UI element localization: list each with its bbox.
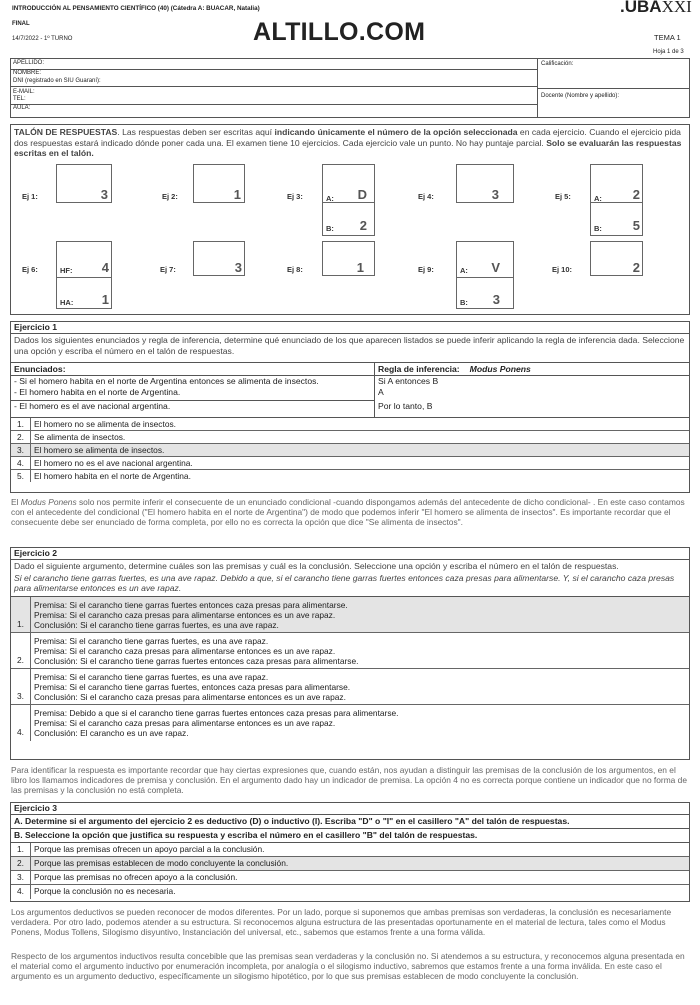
ej3-answer-box[interactable]: A: D B: 2 xyxy=(322,164,375,236)
ej1-option-2[interactable]: 2. Se alimenta de insectos. xyxy=(11,431,689,444)
ej8-label: Ej 8: xyxy=(287,265,303,274)
ej5-label: Ej 5: xyxy=(555,192,571,201)
ej2-option-2[interactable]: 2. Premisa: Si el carancho tiene garras fuertes, es una ave rapaz. Premisa: Si el carancho caza presas para alimentarse entonces es un ave rapaz. Conclusión: Si el carancho tiene garras fuertes entonces caza presas para alimentarse. xyxy=(11,633,689,669)
regla-name: Modus Ponens xyxy=(469,364,531,374)
ej7-label: Ej 7: xyxy=(160,265,176,274)
ej3-option-4[interactable]: 4. Porque la conclusión no es necesaria. xyxy=(11,885,689,899)
exam-date: 14/7/2022 - 1º TURNO xyxy=(12,36,73,42)
exercise-3 xyxy=(10,802,690,902)
watermark-text: ALTILLO.COM xyxy=(253,18,426,46)
enunciados-header: Enunciados: xyxy=(11,363,374,376)
ej4-label: Ej 4: xyxy=(418,192,434,201)
ej1-option-3[interactable]: 3. El homero se alimenta de insectos. xyxy=(11,444,689,457)
tema-label: TEMA 1 xyxy=(654,33,681,42)
ej2-explanation: Para identificar la respuesta es importante recordar que hay ciertas expresiones que, cuando están, nos ayudan a distinguir las premisas de la conclusión de los argumentos, en el libro los llamamos indicadores de premisa y conclusión. En el argumento dado hay un indicador de premisa. La opción 4 no es correcta porque contiene un indicador que no forma de las premisas y la conclusión no está completa. xyxy=(11,765,687,795)
dni-field[interactable]: DNI (registrado en SIU Guaraní): xyxy=(11,78,537,87)
ej2-option-3[interactable]: 3. Premisa: Si el carancho tiene garras fuertes, es una ave rapaz. Premisa: Si el carancho tiene garras fuertes, entonces caza presas para alimentarse. Conclusión: Si el carancho caza presas para alimentarse entonces es un ave rapaz. xyxy=(11,669,689,705)
student-info-box xyxy=(10,58,690,118)
regla-header: Regla de inferencia: xyxy=(378,364,460,374)
enunciado-2: - El homero habita en el norte de Argentina. xyxy=(11,387,374,401)
ej2-label: Ej 2: xyxy=(162,192,178,201)
ej2-option-4[interactable]: 4. Premisa: Debido a que si el carancho tiene garras fuertes entonces caza presas para alimentarse. Premisa: Si el carancho caza presas para alimentarse entonces es un ave rapaz. Conclusión: El carancho es un ave rapaz. xyxy=(11,705,689,741)
exercise-2 xyxy=(10,547,690,760)
ej2-argument: Si el carancho tiene garras fuertes, es una ave rapaz. Debido a que, si el carancho tiene garras fuertes entonces caza presas para alimentarse. Y, si el carancho caza presas para alimentarse entonces es un ave rapaz. xyxy=(11,573,689,597)
ej3-explanation-2: Respecto de los argumentos inductivos resulta concebible que las premisas sean verdaderas y la conclusión no. Si atendemos a su estructura, y reconocemos alguna presentada en el material como el argumento inductivo por enumeración incompleta, por analogía o el silogismo inductivo, sabremos que estamos frente a una forma inválida. En este caso el argumento es un argumento deductivo, específicamente un silogismo hipotético, por lo que sus premisas establecen de modo concluyente la conclusión. xyxy=(11,951,685,981)
ej8-answer-box[interactable]: 1 xyxy=(322,241,375,276)
ej2-title: Ejercicio 2 xyxy=(11,548,689,560)
calificacion-field[interactable]: Calificación: xyxy=(541,61,574,67)
ej2-answer-box[interactable]: 1 xyxy=(193,164,245,203)
ej4-answer-box[interactable]: 3 xyxy=(456,164,514,203)
ej5-answer-box[interactable]: A: 2 B: 5 xyxy=(590,164,643,236)
ej1-instructions: Dados los siguientes enunciados y regla de inferencia, determine qué enunciado de los que aparecen listados se puede inferir aplicando la regla de inferencia dada. Seleccione una opción y escriba el número en el talón de respuestas. xyxy=(11,334,689,363)
ej7-answer-box[interactable]: 3 xyxy=(193,241,245,276)
ej1-explanation: El Modus Ponens solo nos permite inferir el consecuente de un enunciado condicional -cuando dispongamos además del antecedente de dicho condicional- . En este caso contamos con el antecedente del condicional ("El homero habita en el norte de Argentina") de modo que podemos inferir "El homero se alimenta de insectos". Es importante recordar que el consecuente debe ser enunciado de forma completa, por ello no es correcta la opción que dice "Se alimenta de insectos". xyxy=(11,497,685,527)
regla-line-3: Por lo tanto, B xyxy=(378,400,433,411)
ej10-label: Ej 10: xyxy=(552,265,573,274)
page-number: Hoja 1 de 3 xyxy=(653,49,684,55)
aula-field[interactable]: AULA: xyxy=(13,105,31,111)
ej9-answer-box[interactable]: A: V B: 3 xyxy=(456,241,514,309)
ej1-option-1[interactable]: 1. El homero no se alimenta de insectos. xyxy=(11,418,689,431)
ej3-label: Ej 3: xyxy=(287,192,303,201)
course-title: INTRODUCCIÓN AL PENSAMIENTO CIENTÍFICO (40) (Cátedra A: BUACAR, Natalia) xyxy=(12,5,260,12)
ej6-answer-box[interactable]: HF: 4 HA: 1 xyxy=(56,241,112,309)
ej1-option-4[interactable]: 4. El homero no es el ave nacional argentina. xyxy=(11,457,689,470)
nombre-field[interactable]: NOMBRE: xyxy=(13,70,42,76)
ej3-part-b: B. Seleccione la opción que justifica su respuesta y escriba el número en el casillero "B" del talón de respuestas. xyxy=(11,829,689,843)
docente-field[interactable]: Docente (Nombre y apellido): xyxy=(541,93,620,99)
ej6-label: Ej 6: xyxy=(22,265,38,274)
ej10-answer-box[interactable]: 2 xyxy=(590,241,643,276)
ej1-answer-box[interactable]: 3 xyxy=(56,164,112,203)
ej3-part-a: A. Determine si el argumento del ejercicio 2 es deductivo (D) o inductivo (I). Escriba "D" o "I" en el casillero "A" del talón de respuestas. xyxy=(11,815,689,829)
ej9-label: Ej 9: xyxy=(418,265,434,274)
ej1-option-5[interactable]: 5. El homero habita en el norte de Argentina. xyxy=(11,470,689,482)
regla-line-2: A xyxy=(378,386,384,397)
ej3-option-3[interactable]: 3. Porque las premisas no ofrecen apoyo a la conclusión. xyxy=(11,871,689,885)
ej2-option-1[interactable]: 1. Premisa: Si el carancho tiene garras fuertes entonces caza presas para alimentarse. Premisa: Si el carancho caza presas para alimentarse entonces es un ave rapaz. Conclusión: Si el carancho tiene garras fuertes, es una ave rapaz. xyxy=(11,597,689,633)
ej3-option-1[interactable]: 1. Porque las premisas ofrecen un apoyo parcial a la conclusión. xyxy=(11,843,689,857)
ej2-instructions: Dado el siguiente argumento, determine cuáles son las premisas y cuál es la conclusión. Seleccione una opción y escriba el número en el talón de respuestas. xyxy=(14,561,619,571)
tel-field[interactable]: TEL: xyxy=(11,96,537,105)
ej3-option-2[interactable]: 2. Porque las premisas establecen de modo concluyente la conclusión. xyxy=(11,857,689,871)
ej3-explanation-1: Los argumentos deductivos se pueden reconocer de modos diferentes. Por un lado, porque si suponemos que ambas premisas son verdaderas, la conclusión es necesariamente verdadera. Por otro lado, podemos atender a su estructura. Si reconocemos alguna estructura de las presentadas oportunamente en el material de lectura, tales como el Modus Ponens, Modus Tollens, Silogismo disyuntivo, Instanciación del universal, etc., sabemos que estamos frente a una forma válida. xyxy=(11,907,672,937)
answer-sheet: TALÓN DE RESPUESTAS. Las respuestas deben ser escritas aquí indicando únicamente el número de la opción seleccionada en cada ejercicio. Cuando el ejercicio pida dos respuestas estará indicado dónde poner cada una. El examen tiene 10 ejercicios. Cada ejercicio vale un punto. No hay puntaje parcial. Solo se evaluarán las respuestas escritas en el talón. xyxy=(10,124,690,315)
regla-line-1: Si A entonces B xyxy=(378,376,439,386)
ej3-title: Ejercicio 3 xyxy=(11,803,689,815)
ej1-title: Ejercicio 1 xyxy=(11,322,689,334)
uba-logo: .UBAXXI xyxy=(620,0,692,16)
ej1-label: Ej 1: xyxy=(22,192,38,201)
enunciado-3: - El homero es el ave nacional argentina. xyxy=(14,400,171,411)
apellido-field[interactable]: APELLIDO: xyxy=(11,59,537,70)
exam-type: FINAL xyxy=(12,21,30,27)
enunciado-1: - Si el homero habita en el norte de Argentina entonces se alimenta de insectos. xyxy=(14,376,319,386)
exercise-1 xyxy=(10,321,690,493)
email-field[interactable]: E-MAIL: xyxy=(13,89,35,95)
